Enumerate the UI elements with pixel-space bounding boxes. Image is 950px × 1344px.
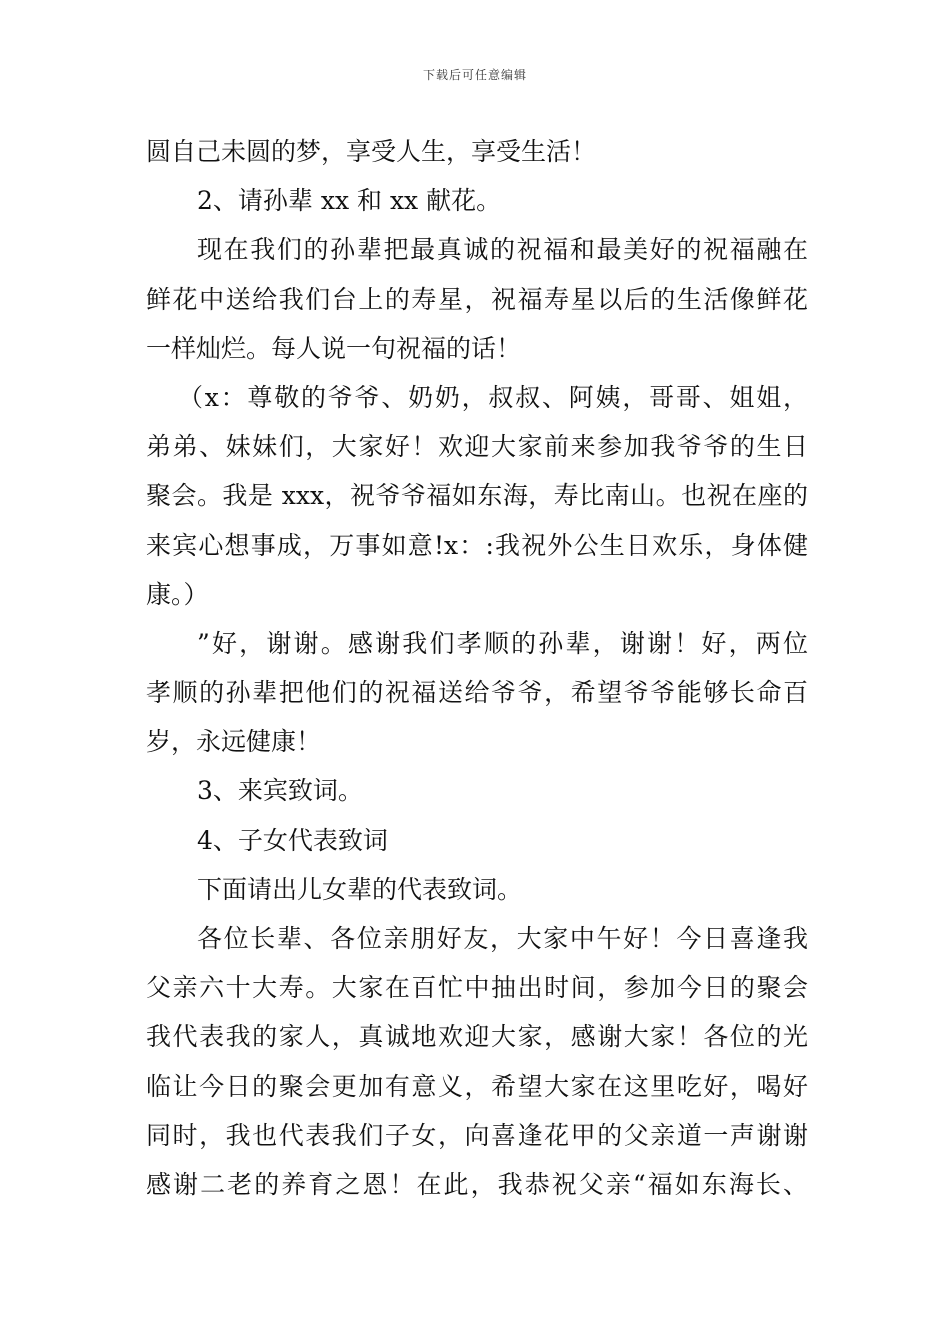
text-line: 父亲六十大寿。大家在百忙中抽出时间，参加今日的聚会 [146, 973, 808, 1003]
text-line: 我代表我的家人，真诚地欢迎大家，感谢大家！各位的光 [146, 1022, 808, 1052]
text-line: 同时，我也代表我们子女，向喜逢花甲的父亲道一声谢谢 [146, 1120, 808, 1150]
page-header: 下载后可任意编辑 [422, 68, 527, 82]
text-line: 现在我们的孙辈把最真诚的祝福和最美好的祝福融在 [197, 235, 808, 265]
text-line: （x：尊敬的爷爷、奶奶，叔叔、阿姨，哥哥、姐姐， [178, 382, 808, 412]
text-line: 孝顺的孙辈把他们的祝福送给爷爷，希望爷爷能够长命百 [146, 678, 808, 708]
text-line: ”好，谢谢。感谢我们孝顺的孙辈，谢谢！好，两位 [197, 628, 808, 658]
text-line: 3、来宾致词。 [197, 776, 363, 806]
text-line: 弟弟、妹妹们，大家好！欢迎大家前来参加我爷爷的生日 [146, 432, 808, 462]
text-line: 来宾心想事成，万事如意!x：:我祝外公生日欢乐，身体健 [146, 530, 808, 560]
text-line: 圆自己未圆的梦，享受人生，享受生活！ [146, 137, 597, 166]
text-line: 下面请出儿女辈的代表致词。 [197, 874, 523, 904]
text-line: 感谢二老的养育之恩！在此，我恭祝父亲“福如东海长、 [146, 1169, 808, 1199]
text-line: 岁，永远健康！ [146, 727, 322, 757]
document-body [146, 127, 808, 1209]
text-line: 2、请孙辈 xx 和 xx 献花。 [197, 186, 502, 216]
text-line: 康。） [146, 579, 209, 609]
text-line: 鲜花中送给我们台上的寿星，祝福寿星以后的生活像鲜花 [146, 284, 808, 314]
text-line: 各位长辈、各位亲朋好友，大家中午好！今日喜逢我 [197, 924, 808, 953]
text-line: 临让今日的聚会更加有意义，希望大家在这里吃好，喝好 [146, 1071, 808, 1101]
text-line: 4、子女代表致词 [197, 825, 388, 855]
text-line: 一样灿烂。每人说一句祝福的话！ [146, 333, 522, 363]
text-line: 聚会。我是 xxx，祝爷爷福如东海，寿比南山。也祝在座的 [146, 481, 808, 511]
